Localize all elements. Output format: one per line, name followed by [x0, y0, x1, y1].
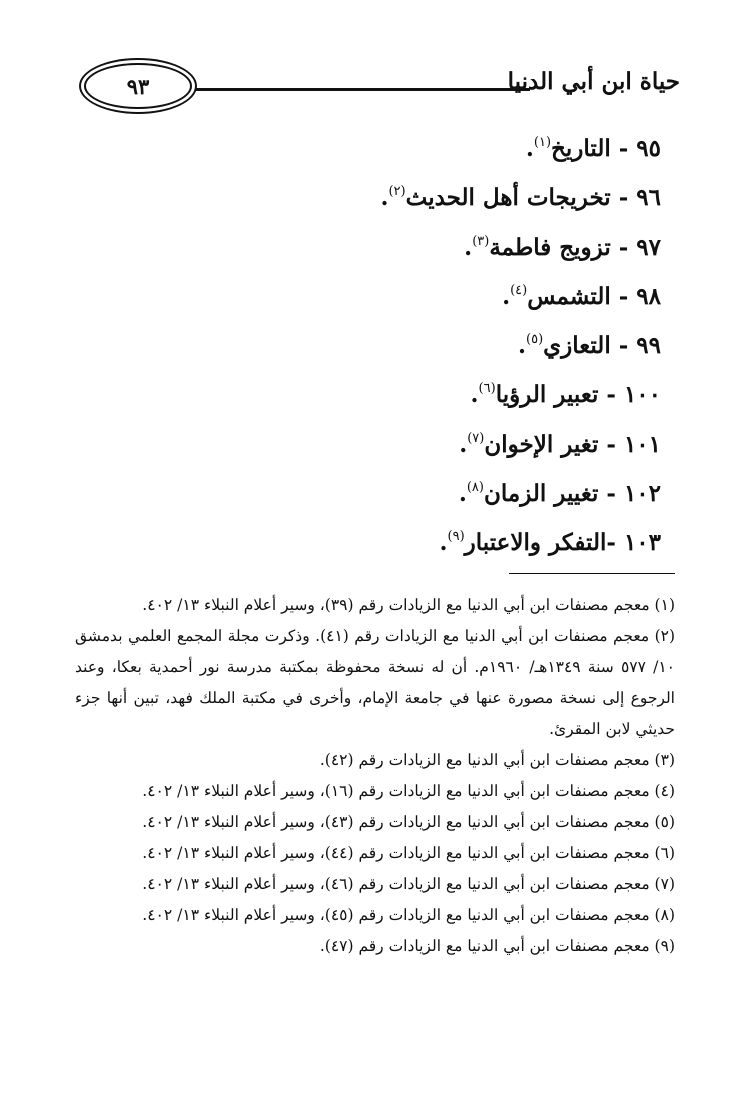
header-rule [192, 88, 530, 91]
footnote: (٧) معجم مصنفات ابن أبي الدنيا مع الزيادات رقم (٤٦)، وسير أعلام النبلاء ١٣/ ٤٠٢. [142, 875, 675, 893]
list-item: ٩٥ - التاريخ$^{(١)}$. [525, 135, 661, 162]
entry-number: ١٠١ [623, 430, 661, 458]
entry-number: ١٠٢ [623, 480, 661, 508]
list-item: ١٠٣ -التفكر والاعتبار$^{(٩)}$. [439, 529, 661, 557]
entry-number: ٩٨ [636, 282, 661, 310]
footnote-separator [509, 573, 675, 574]
footnotes [75, 590, 675, 962]
entry-period: . [459, 430, 468, 458]
entry-number: ٩٩ [636, 332, 661, 360]
footnote-marker: (٥) [526, 332, 544, 348]
entry-period: . [502, 282, 511, 310]
entry-period: . [464, 233, 473, 261]
entry-number: ٩٧ [636, 233, 661, 261]
list-item: ١٠٢ - تغيير الزمان$^{(٨)}$. [458, 480, 661, 508]
entry-period: . [380, 184, 389, 212]
footnote-marker: (٨) [466, 480, 484, 496]
entry-period: . [470, 381, 479, 409]
list-item: ٩٨ - التشمس$^{(٤)}$. [502, 282, 661, 310]
entry-list [101, 118, 661, 562]
page-number: ٩٣ [126, 73, 150, 99]
footnote-marker: (٦) [478, 381, 496, 397]
footnote: (٩) معجم مصنفات ابن أبي الدنيا مع الزيادات رقم (٤٧). [319, 937, 675, 955]
footnote-continuation: الرجوع إلى نسخة مصورة عنها في جامعة الإمام، وأخرى في مكتبة الملك فهد، تبين أنها جزء [75, 689, 675, 707]
footnote-marker: (١) [533, 135, 552, 150]
entry-period: . [439, 529, 448, 557]
list-item: ١٠٠ - تعبير الرؤيا$^{(٦)}$. [470, 381, 661, 409]
entry-title: تغيير الزمان [483, 480, 599, 508]
entry-title: التعازي [543, 332, 611, 360]
footnote-marker: (٧) [467, 430, 485, 446]
list-item: ٩٩ - التعازي$^{(٥)}$. [518, 332, 661, 360]
footnote: (١) معجم مصنفات ابن أبي الدنيا مع الزيادات رقم (٣٩)، وسير أعلام النبلاء ١٣/ ٤٠٢. [142, 596, 675, 614]
entry-title: التشمس [527, 282, 611, 310]
entry-period: . [458, 480, 467, 508]
footnote-marker: (٢) [388, 184, 406, 200]
list-item: ٩٧ - تزويج فاطمة$^{(٣)}$. [464, 233, 661, 261]
list-item: ٩٦ - تخريجات أهل الحديث$^{(٢)}$. [380, 184, 661, 212]
entry-title: التاريخ [551, 135, 611, 162]
running-title: حياة ابن أبي الدنيا [507, 68, 680, 95]
footnote: (٢) معجم مصنفات ابن أبي الدنيا مع الزيادات رقم (٤١). وذكرت مجلة المجمع العلمي بدمشق [75, 627, 676, 645]
entry-title: تغير الإخوان [484, 430, 599, 458]
footnote-marker: (٤) [510, 282, 528, 298]
footnote-marker: (٣) [472, 233, 490, 249]
entry-title: تعبير الرؤيا [495, 381, 599, 409]
entry-period: . [525, 135, 534, 162]
list-item: ١٠١ - تغير الإخوان$^{(٧)}$. [459, 430, 661, 458]
entry-number: ٩٦ [636, 184, 661, 212]
footnote: (٤) معجم مصنفات ابن أبي الدنيا مع الزيادات رقم (١٦)، وسير أعلام النبلاء ١٣/ ٤٠٢. [142, 782, 675, 800]
footnote: (٨) معجم مصنفات ابن أبي الدنيا مع الزيادات رقم (٤٥)، وسير أعلام النبلاء ١٣/ ٤٠٢. [142, 906, 675, 924]
page-header [84, 60, 680, 110]
page-number-oval [84, 63, 192, 109]
footnote-continuation: ١٠/ ٥٧٧ سنة ١٣٤٩هـ/ ١٩٦٠م. أن له نسخة محفوظة بمكتبة مدرسة نور أحمدية بعكا، وعند [75, 658, 675, 676]
entry-number: ٩٥ [636, 135, 661, 162]
footnote-continuation: حديثي لابن المقرئ. [549, 720, 675, 738]
footnote-marker: (٩) [447, 529, 465, 545]
footnote: (٦) معجم مصنفات ابن أبي الدنيا مع الزيادات رقم (٤٤)، وسير أعلام النبلاء ١٣/ ٤٠٢. [142, 844, 675, 862]
entry-period: . [518, 332, 527, 360]
footnote: (٣) معجم مصنفات ابن أبي الدنيا مع الزيادات رقم (٤٢). [319, 751, 675, 769]
footnote: (٥) معجم مصنفات ابن أبي الدنيا مع الزيادات رقم (٤٣)، وسير أعلام النبلاء ١٣/ ٤٠٢. [142, 813, 675, 831]
entry-number: ١٠٠ [623, 381, 661, 409]
entry-title: تخريجات أهل الحديث [405, 184, 611, 212]
entry-title: تزويج فاطمة [489, 233, 611, 261]
entry-title: التفكر والاعتبار [464, 529, 607, 557]
entry-number: ١٠٣ [623, 529, 661, 557]
